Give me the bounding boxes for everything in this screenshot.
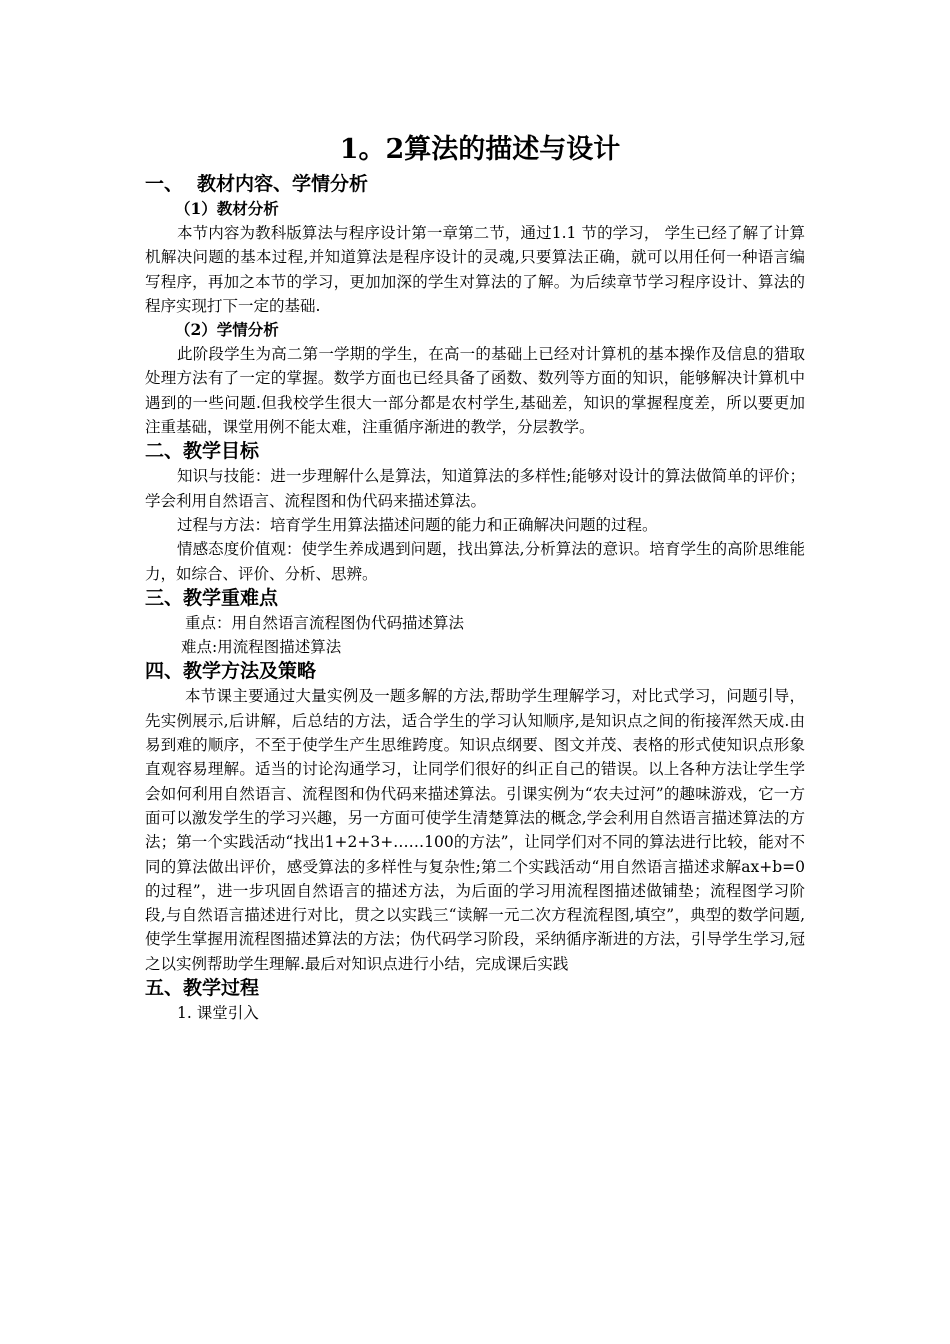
paragraph-methods-strategies: 本节课主要通过大量实例及一题多解的方法,帮助学生理解学习，对比式学习，问题引导，先实例展示,后讲解，后总结的方法，适合学生的学习认知顺序,是知识点之间的衔接浑然天成.由易到难的顺序，不至于使学生产生思维跨度。知识点纲要、图文并茂、表格的形式使知识点形象直观容易理解。适当的讨论沟通学习，让同学们很好的纠正自己的错误。以上各种方法让学生学会如何利用自然语言、流程图和伪代码来描述算法。引课实例为“农夫过河”的趣味游戏，它一方面可以激发学生的学习兴趣，另一方面可使学生清楚算法的概念,学会利用自然语言描述算法的方法；第一个实践活动“找出1+2+3+……100的方法”，让同学们对不同的算法进行比较，能对不同的算法做出评价，感受算法的多样性与复杂性;第二个实践活动“用自然语言描述求解ax+b=0的过程”，进一步巩固自然语言的描述方法，为后面的学习用流程图描述做铺垫；流程图学习阶段,与自然语言描述进行对比，贯之以实践三“读解一元二次方程流程图,填空”，典型的数学问题,使学生掌握用流程图描述算法的方法；伪代码学习阶段，采纳循序渐进的方法，引导学生学习,冠之以实例帮助学生理解.最后对知识点进行小结，完成课后实践 [145, 687, 805, 973]
document-title: 1。2算法的描述与设计 [339, 134, 621, 165]
paragraph-student-analysis: 此阶段学生为高二第一学期的学生，在高一的基础上已经对计算机的基本操作及信息的猎取处理方法有了一定的掌握。数学方面也已经具备了函数、数列等方面的知识，能够解决计算机中遇到的一些问题.但我校学生很大一部分都是农村学生,基础差，知识的掌握程度差，所以要更加注重基础，课堂用例不能太难，注重循序渐进的教学，分层教学。 [145, 345, 805, 437]
section-4-heading: 四、教学方法及策略 [145, 660, 317, 683]
section-1-title: 教材内容、学情分析 [197, 173, 369, 195]
step-1-class-intro: 1. 课堂引入 [177, 1004, 259, 1023]
section-1-number: 一、 [145, 173, 184, 195]
difficult-point: 难点:用流程图描述算法 [181, 638, 342, 657]
paragraph-textbook-analysis: 本节内容为教科版算法与程序设计第一章第二节，通过1.1 节的学习， 学生已经了解了计算机解决问题的基本过程,并知道算法是程序设计的灵魂,只要算法正确，就可以用任何一种语言编写程序，再加之本节的学习，更加加深的学生对算法的了解。为后续章节学习程序设计、算法的程序实现打下一定的基础. [145, 224, 805, 315]
subsection-textbook-analysis: （1）教材分析 [175, 199, 279, 218]
section-1-heading [145, 172, 805, 197]
section-3-heading: 三、教学重难点 [145, 586, 279, 609]
section-2-heading: 二、教学目标 [145, 440, 260, 463]
paragraph-attitude-values: 情感态度价值观：使学生养成遇到问题，找出算法,分析算法的意识。培育学生的高阶思维能力，如综合、评价、分析、思辨。 [145, 540, 805, 583]
subsection-student-analysis: （2）学情分析 [175, 320, 279, 340]
document-page [145, 128, 805, 1025]
section-5-heading: 五、教学过程 [145, 977, 260, 1000]
key-point: 重点：用自然语言流程图伪代码描述算法 [185, 613, 465, 632]
paragraph-knowledge-skills: 知识与技能：进一步理解什么是算法，知道算法的多样性;能够对设计的算法做简单的评价；学会利用自然语言、流程图和伪代码来描述算法。 [145, 467, 805, 510]
paragraph-process-methods: 过程与方法：培育学生用算法描述问题的能力和正确解决问题的过程。 [177, 515, 658, 534]
